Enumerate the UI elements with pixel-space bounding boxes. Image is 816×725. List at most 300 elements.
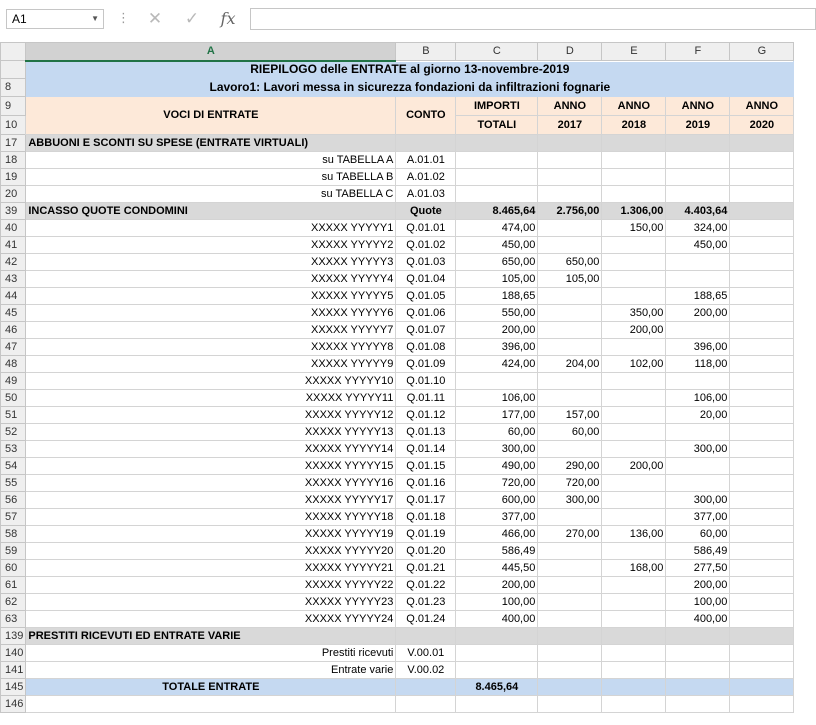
chevron-down-icon[interactable]: ▼ — [91, 14, 99, 23]
value-cell-g[interactable] — [730, 220, 794, 237]
value-cell-e[interactable] — [602, 441, 666, 458]
item-label[interactable]: XXXXX YYYYY12 — [26, 407, 396, 424]
row-header-8[interactable]: 8 — [1, 79, 26, 97]
item-label[interactable]: XXXXX YYYYY6 — [26, 305, 396, 322]
value-cell-d[interactable] — [538, 169, 602, 186]
row-header[interactable]: 19 — [1, 169, 26, 186]
row-header[interactable]: 139 — [1, 628, 26, 645]
value-cell-f[interactable]: 60,00 — [666, 526, 730, 543]
row-header[interactable] — [1, 61, 26, 79]
value-cell-g[interactable] — [730, 390, 794, 407]
value-cell-g[interactable] — [730, 577, 794, 594]
value-cell-f[interactable] — [666, 628, 730, 645]
value-cell-e[interactable] — [602, 390, 666, 407]
value-cell-g[interactable] — [730, 339, 794, 356]
value-cell-f[interactable] — [666, 458, 730, 475]
value-cell-d[interactable] — [538, 611, 602, 628]
conto-cell[interactable] — [396, 135, 456, 152]
item-label[interactable]: XXXXX YYYYY19 — [26, 526, 396, 543]
table-row — [1, 322, 794, 339]
value-cell-f[interactable] — [666, 271, 730, 288]
value-cell-g[interactable] — [730, 441, 794, 458]
value-cell-e[interactable] — [602, 169, 666, 186]
value-cell-g[interactable] — [730, 254, 794, 271]
value-cell-d[interactable] — [538, 135, 602, 152]
value-cell-e[interactable] — [602, 662, 666, 679]
row-header[interactable]: 41 — [1, 237, 26, 254]
value-cell-d[interactable] — [538, 577, 602, 594]
value-cell-g[interactable] — [730, 560, 794, 577]
value-cell-d[interactable] — [538, 305, 602, 322]
value-cell-d[interactable] — [538, 186, 602, 203]
value-cell-c[interactable]: 400,00 — [456, 611, 538, 628]
more-options-icon[interactable]: ⋮ — [117, 10, 130, 25]
item-label[interactable]: XXXXX YYYYY9 — [26, 356, 396, 373]
value-cell-g[interactable] — [730, 271, 794, 288]
conto-cell[interactable]: Q.01.01 — [396, 220, 456, 237]
value-cell-f[interactable] — [666, 254, 730, 271]
value-cell-d[interactable] — [538, 152, 602, 169]
item-label[interactable]: su TABELLA A — [26, 152, 396, 169]
row-header[interactable]: 140 — [1, 645, 26, 662]
value-cell-g[interactable] — [730, 424, 794, 441]
conto-cell[interactable]: Q.01.14 — [396, 441, 456, 458]
value-cell-e[interactable] — [602, 424, 666, 441]
value-cell-d[interactable]: 300,00 — [538, 492, 602, 509]
value-cell-c[interactable] — [456, 628, 538, 645]
value-cell-d[interactable] — [538, 390, 602, 407]
item-label[interactable]: XXXXX YYYYY1 — [26, 220, 396, 237]
column-header-a[interactable]: A — [26, 43, 396, 61]
row-header[interactable]: 145 — [1, 679, 26, 696]
conto-cell[interactable]: Q.01.24 — [396, 611, 456, 628]
item-label[interactable]: XXXXX YYYYY16 — [26, 475, 396, 492]
row-header[interactable]: 44 — [1, 288, 26, 305]
value-cell-f[interactable]: 450,00 — [666, 237, 730, 254]
value-cell-d[interactable] — [538, 628, 602, 645]
item-label[interactable]: su TABELLA B — [26, 169, 396, 186]
row-header[interactable]: 56 — [1, 492, 26, 509]
name-box[interactable]: A1 ▼ — [6, 9, 104, 29]
item-label[interactable]: XXXXX YYYYY18 — [26, 509, 396, 526]
value-cell-e[interactable] — [602, 135, 666, 152]
value-cell-d[interactable]: 2.756,00 — [538, 203, 602, 220]
conto-cell[interactable]: A.01.01 — [396, 152, 456, 169]
value-cell-f[interactable]: 200,00 — [666, 305, 730, 322]
value-cell-g[interactable] — [730, 305, 794, 322]
header-importi: IMPORTI — [456, 97, 538, 116]
value-cell-g[interactable] — [730, 186, 794, 203]
conto-cell[interactable]: Q.01.10 — [396, 373, 456, 390]
value-cell-e[interactable] — [602, 186, 666, 203]
value-cell-d[interactable]: 204,00 — [538, 356, 602, 373]
empty-cell[interactable] — [396, 696, 456, 713]
value-cell-g[interactable] — [730, 645, 794, 662]
item-label[interactable]: XXXXX YYYYY14 — [26, 441, 396, 458]
value-cell-f[interactable] — [666, 424, 730, 441]
total-blank[interactable] — [602, 679, 666, 696]
value-cell-e[interactable]: 1.306,00 — [602, 203, 666, 220]
item-label[interactable]: XXXXX YYYYY4 — [26, 271, 396, 288]
value-cell-f[interactable]: 188,65 — [666, 288, 730, 305]
item-label[interactable]: XXXXX YYYYY23 — [26, 594, 396, 611]
select-all-corner[interactable] — [1, 43, 26, 61]
value-cell-f[interactable]: 4.403,64 — [666, 203, 730, 220]
value-cell-c[interactable]: 377,00 — [456, 509, 538, 526]
row-header[interactable]: 40 — [1, 220, 26, 237]
total-blank[interactable] — [730, 679, 794, 696]
value-cell-d[interactable] — [538, 339, 602, 356]
item-label[interactable]: XXXXX YYYYY15 — [26, 458, 396, 475]
value-cell-c[interactable]: 586,49 — [456, 543, 538, 560]
value-cell-d[interactable] — [538, 662, 602, 679]
value-cell-g[interactable] — [730, 475, 794, 492]
value-cell-g[interactable] — [730, 322, 794, 339]
value-cell-d[interactable]: 720,00 — [538, 475, 602, 492]
value-cell-c[interactable]: 177,00 — [456, 407, 538, 424]
value-cell-c[interactable]: 600,00 — [456, 492, 538, 509]
conto-cell[interactable]: Q.01.02 — [396, 237, 456, 254]
value-cell-c[interactable]: 105,00 — [456, 271, 538, 288]
empty-cell[interactable] — [666, 696, 730, 713]
conto-cell[interactable]: V.00.01 — [396, 645, 456, 662]
value-cell-f[interactable]: 396,00 — [666, 339, 730, 356]
value-cell-d[interactable] — [538, 220, 602, 237]
value-cell-c[interactable] — [456, 645, 538, 662]
conto-cell[interactable]: Q.01.09 — [396, 356, 456, 373]
value-cell-g[interactable] — [730, 356, 794, 373]
value-cell-d[interactable]: 60,00 — [538, 424, 602, 441]
conto-cell[interactable]: Q.01.11 — [396, 390, 456, 407]
conto-cell[interactable]: Q.01.03 — [396, 254, 456, 271]
value-cell-g[interactable] — [730, 169, 794, 186]
value-cell-c[interactable] — [456, 186, 538, 203]
value-cell-f[interactable]: 300,00 — [666, 441, 730, 458]
row-header[interactable]: 46 — [1, 322, 26, 339]
total-blank[interactable] — [666, 679, 730, 696]
item-label[interactable]: XXXXX YYYYY3 — [26, 254, 396, 271]
value-cell-c[interactable]: 450,00 — [456, 237, 538, 254]
value-cell-e[interactable]: 200,00 — [602, 458, 666, 475]
section-label[interactable]: ABBUONI E SCONTI SU SPESE (ENTRATE VIRTUALI) — [26, 135, 396, 152]
item-label[interactable]: Entrate varie — [26, 662, 396, 679]
value-cell-g[interactable] — [730, 543, 794, 560]
item-label[interactable]: XXXXX YYYYY17 — [26, 492, 396, 509]
row-header[interactable]: 45 — [1, 305, 26, 322]
column-header-b[interactable]: B — [396, 43, 456, 61]
column-header-g[interactable]: G — [730, 43, 794, 61]
conto-cell[interactable]: Q.01.21 — [396, 560, 456, 577]
value-cell-f[interactable] — [666, 645, 730, 662]
value-cell-g[interactable] — [730, 662, 794, 679]
item-label[interactable]: XXXXX YYYYY5 — [26, 288, 396, 305]
table-row — [1, 560, 794, 577]
conto-cell[interactable]: Q.01.17 — [396, 492, 456, 509]
value-cell-e[interactable] — [602, 475, 666, 492]
value-cell-g[interactable] — [730, 509, 794, 526]
value-cell-c[interactable]: 300,00 — [456, 441, 538, 458]
value-cell-e[interactable] — [602, 254, 666, 271]
value-cell-c[interactable]: 188,65 — [456, 288, 538, 305]
row-header[interactable]: 20 — [1, 186, 26, 203]
value-cell-f[interactable]: 100,00 — [666, 594, 730, 611]
value-cell-f[interactable]: 400,00 — [666, 611, 730, 628]
value-cell-f[interactable] — [666, 322, 730, 339]
value-cell-d[interactable]: 270,00 — [538, 526, 602, 543]
row-header-10[interactable]: 10 — [1, 116, 26, 135]
value-cell-c[interactable] — [456, 152, 538, 169]
cancel-icon[interactable]: ✕ — [147, 9, 163, 28]
value-cell-g[interactable] — [730, 135, 794, 152]
row-header[interactable]: 58 — [1, 526, 26, 543]
value-cell-d[interactable] — [538, 322, 602, 339]
conto-cell[interactable]: Q.01.16 — [396, 475, 456, 492]
total-blank[interactable] — [538, 679, 602, 696]
value-cell-e[interactable]: 150,00 — [602, 220, 666, 237]
value-cell-e[interactable]: 168,00 — [602, 560, 666, 577]
section-label[interactable]: INCASSO QUOTE CONDOMINI — [26, 203, 396, 220]
value-cell-d[interactable]: 290,00 — [538, 458, 602, 475]
table-row — [1, 645, 794, 662]
total-value[interactable]: 8.465,64 — [456, 679, 538, 696]
value-cell-f[interactable]: 324,00 — [666, 220, 730, 237]
value-cell-c[interactable]: 106,00 — [456, 390, 538, 407]
value-cell-c[interactable]: 474,00 — [456, 220, 538, 237]
value-cell-g[interactable] — [730, 611, 794, 628]
value-cell-f[interactable]: 20,00 — [666, 407, 730, 424]
value-cell-f[interactable] — [666, 662, 730, 679]
conto-cell[interactable]: Q.01.18 — [396, 509, 456, 526]
value-cell-c[interactable]: 424,00 — [456, 356, 538, 373]
value-cell-e[interactable]: 200,00 — [602, 322, 666, 339]
value-cell-f[interactable] — [666, 169, 730, 186]
value-cell-g[interactable] — [730, 526, 794, 543]
value-cell-e[interactable] — [602, 645, 666, 662]
conto-cell[interactable]: Q.01.22 — [396, 577, 456, 594]
value-cell-d[interactable]: 650,00 — [538, 254, 602, 271]
value-cell-e[interactable] — [602, 611, 666, 628]
value-cell-c[interactable] — [456, 169, 538, 186]
row-header[interactable]: 47 — [1, 339, 26, 356]
row-header[interactable]: 43 — [1, 271, 26, 288]
item-label[interactable]: XXXXX YYYYY21 — [26, 560, 396, 577]
value-cell-e[interactable] — [602, 152, 666, 169]
conto-cell[interactable]: Q.01.20 — [396, 543, 456, 560]
value-cell-g[interactable] — [730, 458, 794, 475]
conto-cell[interactable]: V.00.02 — [396, 662, 456, 679]
value-cell-c[interactable] — [456, 135, 538, 152]
value-cell-c[interactable]: 650,00 — [456, 254, 538, 271]
row-header[interactable]: 62 — [1, 594, 26, 611]
value-cell-g[interactable] — [730, 594, 794, 611]
enter-check-icon[interactable]: ✓ — [184, 9, 200, 28]
value-cell-c[interactable] — [456, 662, 538, 679]
row-header[interactable]: 59 — [1, 543, 26, 560]
value-cell-f[interactable]: 200,00 — [666, 577, 730, 594]
value-cell-c[interactable] — [456, 373, 538, 390]
value-cell-e[interactable] — [602, 407, 666, 424]
value-cell-c[interactable]: 550,00 — [456, 305, 538, 322]
value-cell-g[interactable] — [730, 373, 794, 390]
column-header-f[interactable]: F — [666, 43, 730, 61]
value-cell-c[interactable]: 200,00 — [456, 577, 538, 594]
value-cell-g[interactable] — [730, 237, 794, 254]
conto-cell[interactable]: Q.01.05 — [396, 288, 456, 305]
value-cell-d[interactable]: 157,00 — [538, 407, 602, 424]
value-cell-g[interactable] — [730, 407, 794, 424]
value-cell-c[interactable]: 490,00 — [456, 458, 538, 475]
item-label[interactable]: Prestiti ricevuti — [26, 645, 396, 662]
value-cell-c[interactable]: 8.465,64 — [456, 203, 538, 220]
row-header[interactable]: 54 — [1, 458, 26, 475]
value-cell-d[interactable] — [538, 645, 602, 662]
value-cell-g[interactable] — [730, 152, 794, 169]
value-cell-e[interactable] — [602, 237, 666, 254]
column-header-d[interactable]: D — [538, 43, 602, 61]
item-label[interactable]: XXXXX YYYYY10 — [26, 373, 396, 390]
value-cell-g[interactable] — [730, 492, 794, 509]
row-header-9[interactable]: 9 — [1, 97, 26, 116]
row-header[interactable]: 141 — [1, 662, 26, 679]
conto-cell[interactable]: A.01.02 — [396, 169, 456, 186]
report-title: RIEPILOGO delle ENTRATE al giorno 13-novembre-2019 — [26, 61, 794, 79]
row-header[interactable]: 18 — [1, 152, 26, 169]
value-cell-e[interactable] — [602, 271, 666, 288]
value-cell-g[interactable] — [730, 288, 794, 305]
conto-cell[interactable]: Q.01.06 — [396, 305, 456, 322]
table-row — [1, 203, 794, 220]
row-header[interactable]: 39 — [1, 203, 26, 220]
value-cell-f[interactable] — [666, 373, 730, 390]
spreadsheet-grid[interactable] — [0, 42, 794, 713]
value-cell-d[interactable] — [538, 237, 602, 254]
value-cell-f[interactable]: 300,00 — [666, 492, 730, 509]
value-cell-f[interactable]: 277,50 — [666, 560, 730, 577]
value-cell-f[interactable]: 377,00 — [666, 509, 730, 526]
conto-cell[interactable] — [396, 628, 456, 645]
total-blank[interactable] — [396, 679, 456, 696]
value-cell-c[interactable]: 396,00 — [456, 339, 538, 356]
row-header[interactable]: 57 — [1, 509, 26, 526]
value-cell-f[interactable] — [666, 152, 730, 169]
value-cell-c[interactable]: 100,00 — [456, 594, 538, 611]
value-cell-e[interactable] — [602, 577, 666, 594]
value-cell-e[interactable] — [602, 543, 666, 560]
value-cell-d[interactable] — [538, 543, 602, 560]
conto-cell[interactable]: Q.01.19 — [396, 526, 456, 543]
conto-cell[interactable]: Q.01.23 — [396, 594, 456, 611]
item-label[interactable]: XXXXX YYYYY24 — [26, 611, 396, 628]
column-header-e[interactable]: E — [602, 43, 666, 61]
value-cell-g[interactable] — [730, 628, 794, 645]
empty-cell[interactable] — [456, 696, 538, 713]
section-label[interactable]: PRESTITI RICEVUTI ED ENTRATE VARIE — [26, 628, 396, 645]
row-header[interactable]: 55 — [1, 475, 26, 492]
conto-cell[interactable]: A.01.03 — [396, 186, 456, 203]
conto-cell[interactable]: Q.01.15 — [396, 458, 456, 475]
row-header[interactable]: 63 — [1, 611, 26, 628]
item-label[interactable]: XXXXX YYYYY11 — [26, 390, 396, 407]
value-cell-f[interactable] — [666, 186, 730, 203]
value-cell-f[interactable] — [666, 475, 730, 492]
value-cell-f[interactable]: 106,00 — [666, 390, 730, 407]
value-cell-e[interactable] — [602, 339, 666, 356]
value-cell-c[interactable]: 445,50 — [456, 560, 538, 577]
value-cell-d[interactable] — [538, 594, 602, 611]
value-cell-d[interactable] — [538, 509, 602, 526]
item-label[interactable]: XXXXX YYYYY22 — [26, 577, 396, 594]
value-cell-c[interactable]: 466,00 — [456, 526, 538, 543]
column-header-c[interactable]: C — [456, 43, 538, 61]
row-header[interactable]: 146 — [1, 696, 26, 713]
value-cell-d[interactable] — [538, 288, 602, 305]
value-cell-d[interactable]: 105,00 — [538, 271, 602, 288]
value-cell-e[interactable]: 136,00 — [602, 526, 666, 543]
conto-cell[interactable]: Q.01.04 — [396, 271, 456, 288]
value-cell-f[interactable]: 586,49 — [666, 543, 730, 560]
conto-cell[interactable]: Q.01.13 — [396, 424, 456, 441]
empty-cell[interactable] — [26, 696, 396, 713]
insert-function-icon[interactable]: fx — [220, 9, 236, 28]
value-cell-e[interactable] — [602, 628, 666, 645]
row-header[interactable]: 48 — [1, 356, 26, 373]
item-label[interactable]: XXXXX YYYYY20 — [26, 543, 396, 560]
conto-cell[interactable]: Q.01.08 — [396, 339, 456, 356]
table-row — [1, 577, 794, 594]
formula-input[interactable] — [250, 8, 816, 30]
conto-cell[interactable]: Quote — [396, 203, 456, 220]
row-header[interactable]: 52 — [1, 424, 26, 441]
table-row — [1, 628, 794, 645]
value-cell-f[interactable]: 118,00 — [666, 356, 730, 373]
row-header[interactable]: 53 — [1, 441, 26, 458]
value-cell-e[interactable] — [602, 594, 666, 611]
item-label[interactable]: su TABELLA C — [26, 186, 396, 203]
item-label[interactable]: XXXXX YYYYY7 — [26, 322, 396, 339]
item-label[interactable]: XXXXX YYYYY8 — [26, 339, 396, 356]
row-header[interactable]: 60 — [1, 560, 26, 577]
row-header[interactable]: 17 — [1, 135, 26, 152]
value-cell-e[interactable]: 350,00 — [602, 305, 666, 322]
value-cell-e[interactable] — [602, 373, 666, 390]
value-cell-d[interactable] — [538, 560, 602, 577]
value-cell-e[interactable]: 102,00 — [602, 356, 666, 373]
item-label[interactable]: XXXXX YYYYY13 — [26, 424, 396, 441]
value-cell-e[interactable] — [602, 288, 666, 305]
value-cell-f[interactable] — [666, 135, 730, 152]
item-label[interactable]: XXXXX YYYYY2 — [26, 237, 396, 254]
value-cell-g[interactable] — [730, 203, 794, 220]
value-cell-d[interactable] — [538, 441, 602, 458]
value-cell-e[interactable] — [602, 492, 666, 509]
row-header[interactable]: 51 — [1, 407, 26, 424]
empty-cell[interactable] — [538, 696, 602, 713]
row-header[interactable]: 42 — [1, 254, 26, 271]
conto-cell[interactable]: Q.01.12 — [396, 407, 456, 424]
empty-cell[interactable] — [730, 696, 794, 713]
conto-cell[interactable]: Q.01.07 — [396, 322, 456, 339]
row-header[interactable]: 61 — [1, 577, 26, 594]
empty-cell[interactable] — [602, 696, 666, 713]
row-header[interactable]: 49 — [1, 373, 26, 390]
row-header[interactable]: 50 — [1, 390, 26, 407]
value-cell-c[interactable]: 200,00 — [456, 322, 538, 339]
total-label[interactable]: TOTALE ENTRATE — [26, 679, 396, 696]
value-cell-c[interactable]: 60,00 — [456, 424, 538, 441]
value-cell-d[interactable] — [538, 373, 602, 390]
value-cell-c[interactable]: 720,00 — [456, 475, 538, 492]
value-cell-e[interactable] — [602, 509, 666, 526]
